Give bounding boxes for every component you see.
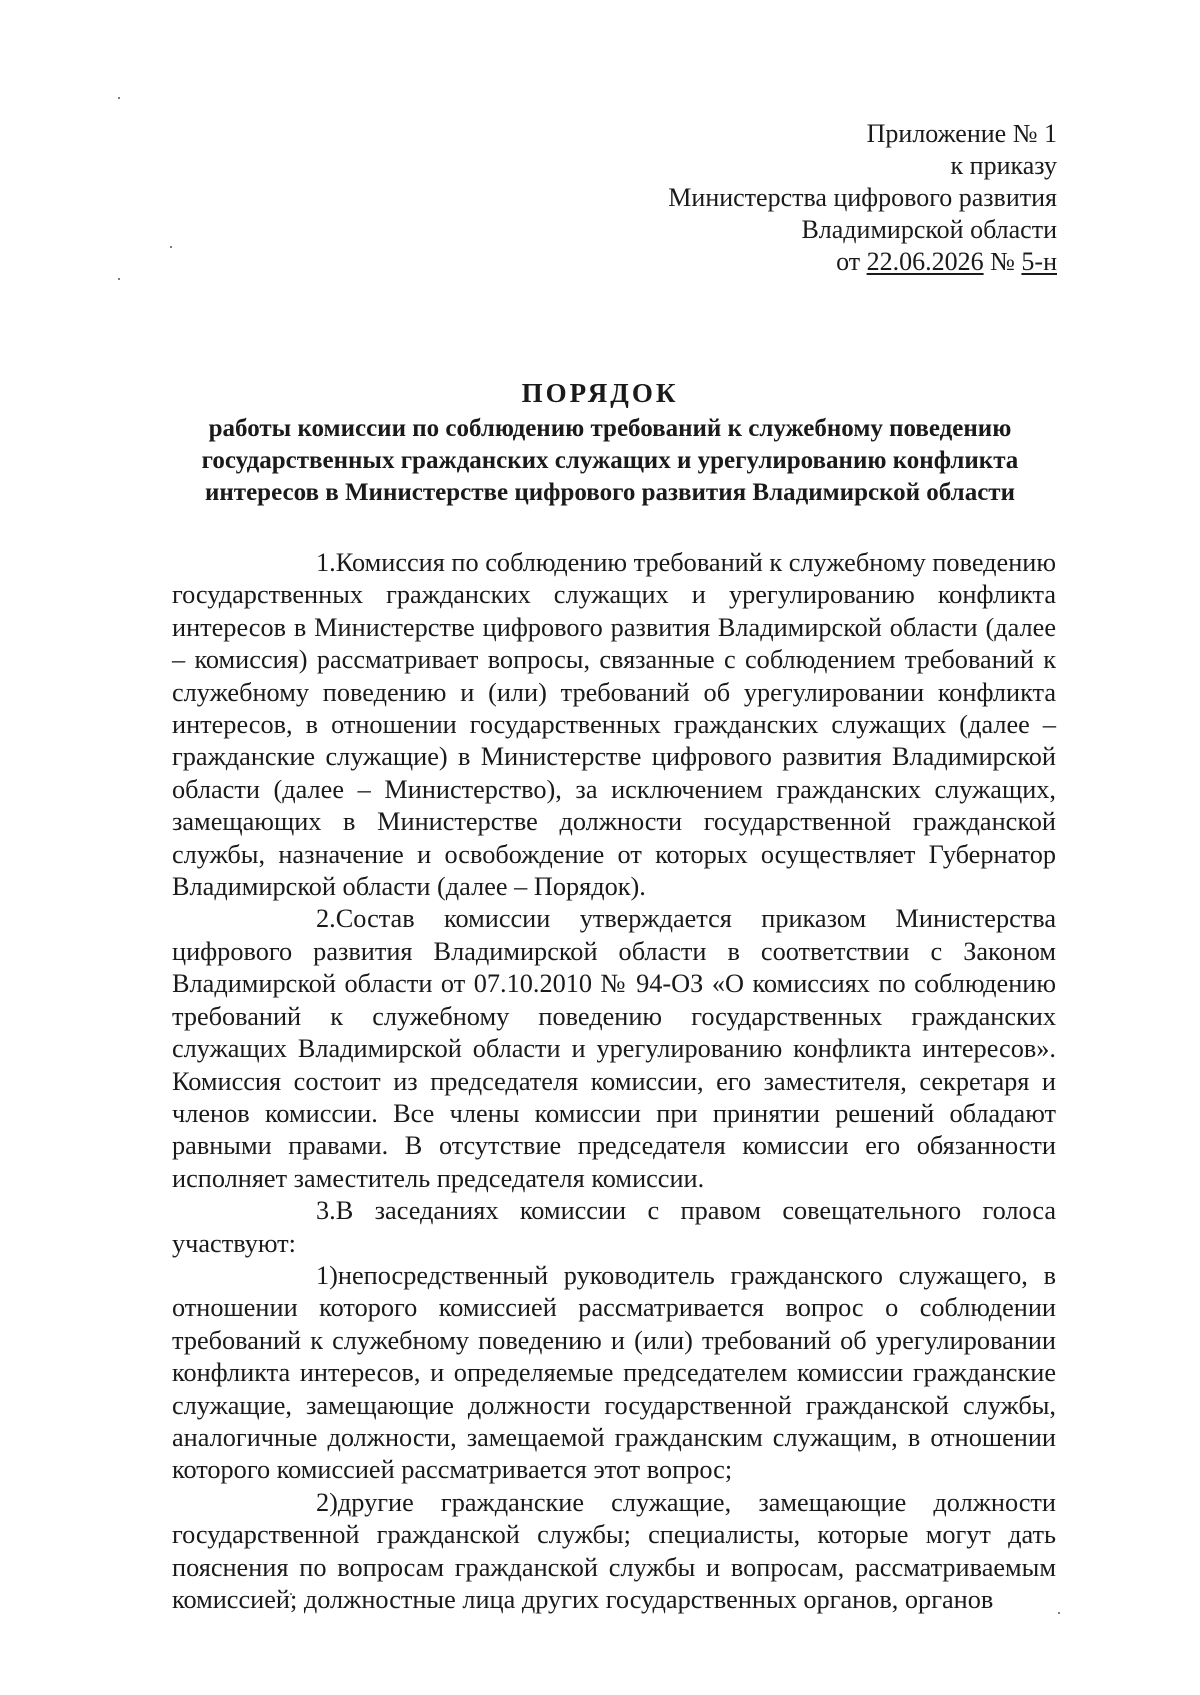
document-subtitle bbox=[170, 413, 1050, 509]
subtitle-line: интересов в Министерстве цифрового развития Владимирской области bbox=[205, 479, 1015, 506]
paragraph-3 bbox=[172, 1195, 1056, 1260]
subparagraph-2 bbox=[172, 1487, 1056, 1617]
annex-number-prefix: № bbox=[983, 247, 1022, 276]
annex-region: Владимирской области bbox=[801, 215, 1057, 244]
scan-speck bbox=[1058, 1612, 1060, 1614]
paragraph-2 bbox=[172, 903, 1056, 1195]
paragraph-number: 1) bbox=[316, 1260, 338, 1290]
document-body bbox=[172, 547, 1056, 1616]
annex-number: 5-н bbox=[1021, 247, 1057, 276]
annex-order-ref: к приказу bbox=[950, 151, 1057, 180]
subtitle-line: государственных гражданских служащих и урегулированию конфликта bbox=[201, 447, 1019, 474]
annex-date-prefix: от bbox=[836, 247, 867, 276]
paragraph-text: непосредственный руководитель гражданского служащего, в отношении которого комиссией рассматривается вопрос о соблюдении требований к служебному поведению и (или) требований об урегулировании конфликта интересов, и определяемые председателем комиссии гражданские служащие, замещающие должности государственной гражданской службы, аналогичные должности, замещаемой гражданским служащим, в отношении которого комиссией рассматривается этот вопрос; bbox=[172, 1260, 1056, 1485]
paragraph-text: В заседаниях комиссии с правом совещательного голоса участвуют: bbox=[172, 1196, 1056, 1258]
paragraph-number: 1. bbox=[316, 548, 336, 577]
paragraph-number: 2) bbox=[316, 1487, 338, 1517]
paragraph-1 bbox=[172, 547, 1056, 903]
scan-speck bbox=[118, 97, 120, 99]
paragraph-number: 2. bbox=[316, 904, 336, 934]
scan-speck bbox=[118, 278, 120, 280]
paragraph-number: 3. bbox=[316, 1196, 336, 1226]
scan-speck bbox=[170, 246, 172, 248]
paragraph-text: другие гражданские служащие, замещающие должности государственной гражданской службы; специалисты, которые могут дать пояснения по вопросам гражданской службы и вопросам, рассматриваемым комиссией; должностные лица других государственных органов, органов bbox=[172, 1487, 1056, 1614]
annex-date-number bbox=[668, 246, 1057, 278]
annex-ministry: Министерства цифрового развития bbox=[668, 183, 1057, 212]
paragraph-text: Состав комиссии утверждается приказом Министерства цифрового развития Владимирской области в соответствии с Законом Владимирской области от 07.10.2010 № 94-ОЗ «О комиссиях по соблюдению требований к служебному поведению государственных гражданских служащих Владимирской области и урегулированию конфликта интересов». Комиссия состоит из председателя комиссии, его заместителя, секретаря и членов комиссии. Все члены комиссии при принятии решений обладают равными правами. В отсутствие председателя комиссии его обязанности исполняет заместитель председателя комиссии. bbox=[172, 904, 1056, 1193]
subtitle-line: работы комиссии по соблюдению требований к служебному поведению bbox=[208, 415, 1012, 442]
document-title: ПОРЯДОК bbox=[521, 378, 679, 408]
annex-title: Приложение № 1 bbox=[866, 119, 1057, 148]
paragraph-text: Комиссия по соблюдению требований к служебному поведению государственных гражданских служащих и урегулированию конфликта интересов в Министерстве цифрового развития Владимирской области (далее – комиссия) рассматривает вопросы, связанные с соблюдением требований к служебному поведению и (или) требований об урегулировании конфликта интересов, в отношении государственных гражданских служащих (далее – гражданские служащие) в Министерстве цифрового развития Владимирской области (далее – Министерство), за исключением гражданских служащих, замещающих в Министерстве должности государственной гражданской службы, назначение и освобождение от которых осуществляет Губернатор Владимирской области (далее – Порядок). bbox=[172, 548, 1056, 902]
annex-date: 22.06.2026 bbox=[866, 247, 984, 276]
subparagraph-1 bbox=[172, 1260, 1056, 1487]
annex-header bbox=[668, 118, 1057, 278]
